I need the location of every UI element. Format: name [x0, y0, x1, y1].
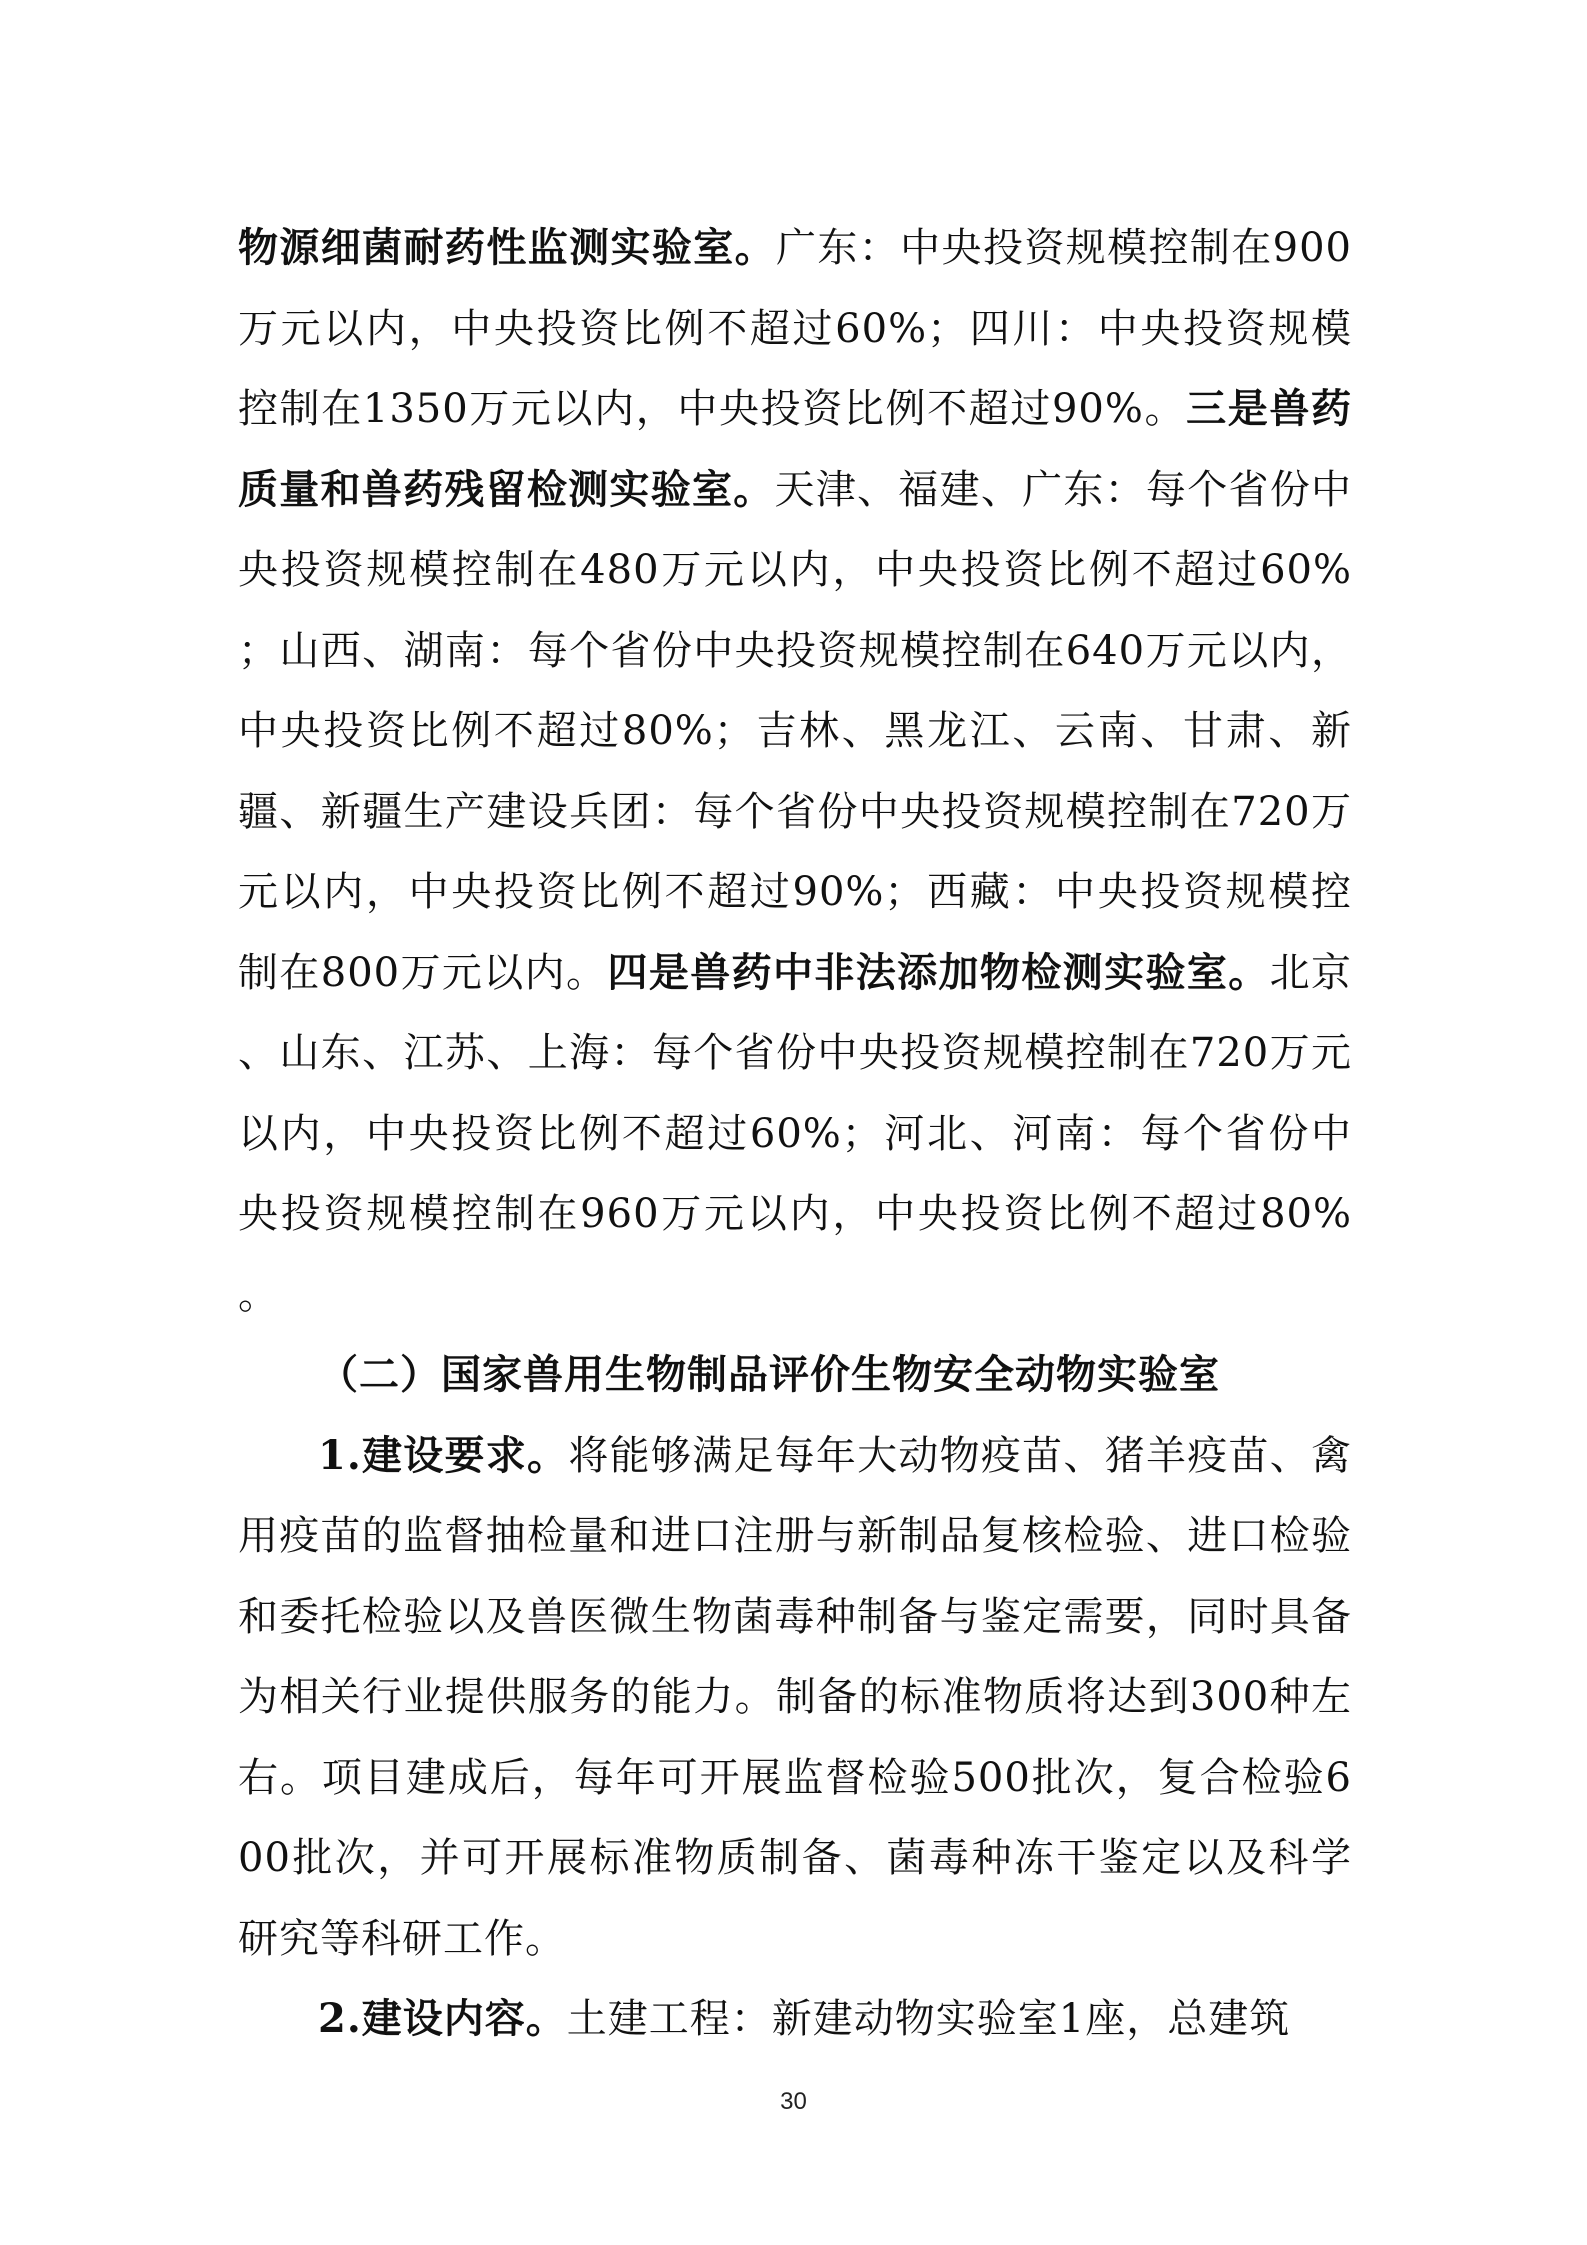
paragraph-construction-content — [238, 1979, 1352, 2060]
content-text: 土建工程：新建动物实验室1座，总建筑 — [566, 1996, 1291, 2042]
lab-title-bold: 物源细菌耐药性监测实验室。 — [238, 224, 777, 271]
lab-investment-text: 广东：中央投资规模控制在900万元以内，中央投资比例不超过60%；四川：中央投资规模控制在1350万元以内，中央投资比例不超过90%。 — [238, 225, 1352, 432]
section-subheading: （二）国家兽用生物制品评价生物安全动物实验室 — [318, 1351, 1220, 1398]
paragraph-construction-requirements — [238, 1416, 1352, 1980]
document-body — [238, 208, 1352, 2060]
section-three-title: 三是兽药质量和兽药残留检测实验室。 — [238, 385, 1353, 513]
content-lead: 2.建设内容。 — [318, 1995, 567, 2042]
requirements-lead: 1.建设要求。 — [318, 1431, 569, 1479]
paragraph-lab-investment-limits — [238, 208, 1352, 1335]
page-number: 30 — [780, 2088, 807, 2115]
section-four-text: 北京、山东、江苏、上海：每个省份中央投资规模控制在720万元以内，中央投资比例不超过60%；河北、河南：每个省份中央投资规模控制在960万元以内，中央投资比例不超过80%。 — [238, 949, 1352, 1318]
requirements-text: 将能够满足每年大动物疫苗、猪羊疫苗、禽用疫苗的监督抽检量和进口注册与新制品复核检验、进口检验和委托检验以及兽医微生物菌毒种制备与鉴定需要，同时具备为相关行业提供服务的能力。制备的标准物质将达到300种左右。项目建成后，每年可开展监督检验500批次，复合检验600批次，并可开展标准物质制备、菌毒种冻干鉴定以及科学研究等科研工作。 — [238, 1432, 1353, 1962]
section-four-title: 四是兽药中非法添加物检测实验室。 — [607, 948, 1270, 996]
section-three-text: 天津、福建、广东：每个省份中央投资规模控制在480万元以内，中央投资比例不超过60%；山西、湖南：每个省份中央投资规模控制在640万元以内，中央投资比例不超过80%；吉林、黑龙江、云南、甘肃、新疆、新疆生产建设兵团：每个省份中央投资规模控制在720万元以内，中央投资比例不超过90%；西藏：中央投资规模控制在800万元以内。 — [238, 466, 1352, 996]
